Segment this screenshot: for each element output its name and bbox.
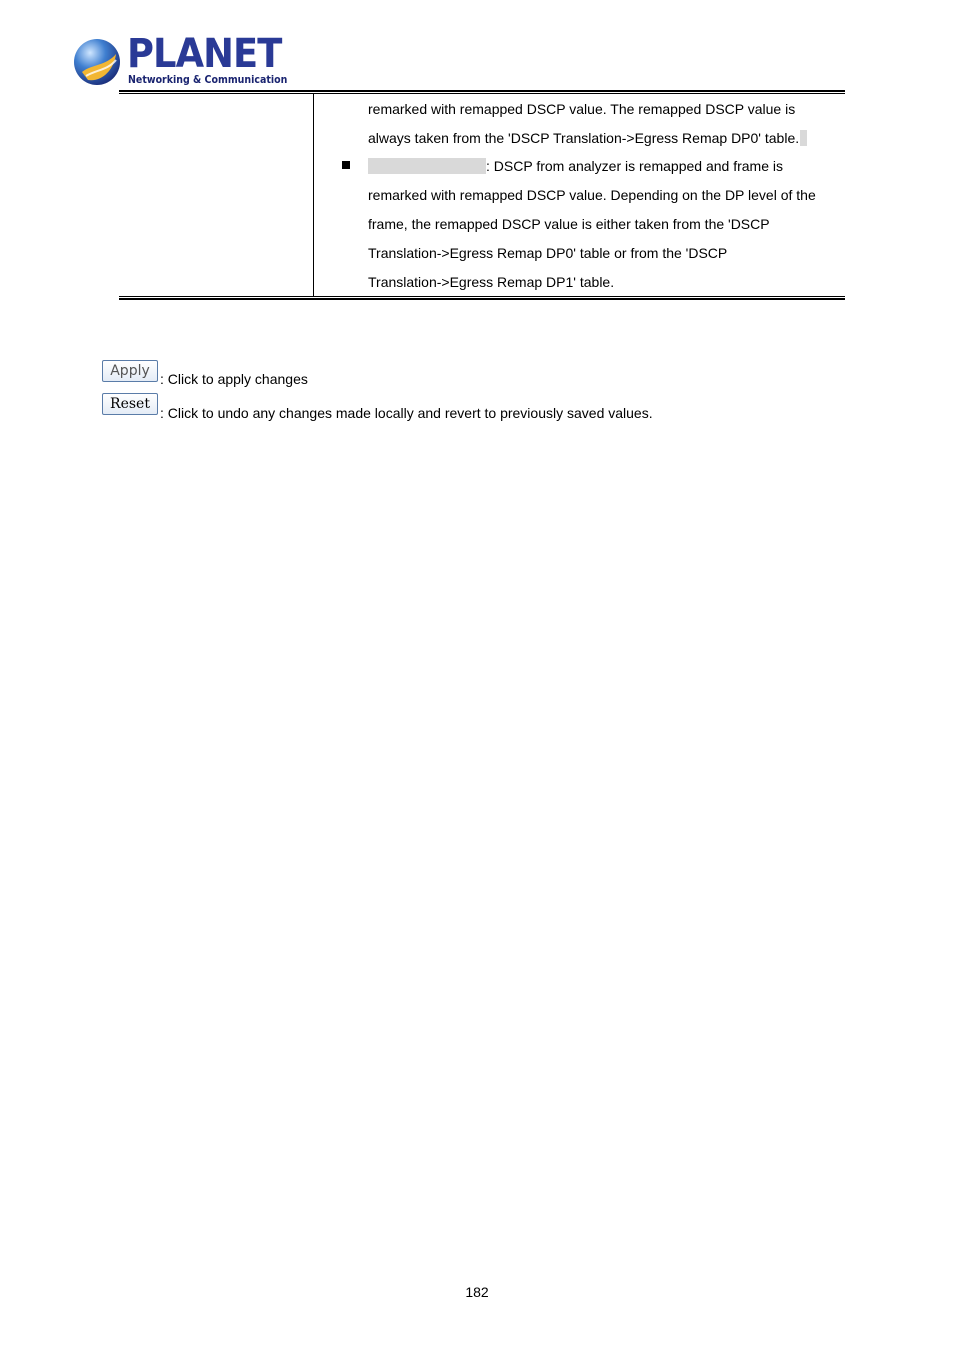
planet-logo [72,31,288,90]
table-text-line [368,130,807,146]
table-text-line: frame, the remapped DSCP value is either taken from the 'DSCP [368,216,770,232]
square-bullet-icon [342,161,350,169]
table-text-line: remarked with remapped DSCP value. The remapped DSCP value is [368,101,796,117]
apply-description: : Click to apply changes [160,371,308,387]
table-column-divider [313,94,314,297]
table-text: always taken from the 'DSCP Translation->Egress Remap DP0' table. [368,130,800,146]
table-text-line [368,158,783,174]
table-text: : DSCP from analyzer is remapped and frame is [486,158,783,174]
logo-wordmark: PLANET [127,31,282,77]
table-top-rule [119,90,845,94]
globe-icon [72,36,122,86]
reset-description: : Click to undo any changes made locally and revert to previously saved values. [160,405,653,421]
logo-tagline: Networking & Communication [128,74,288,86]
table-bottom-rule [119,296,845,300]
apply-button[interactable]: Apply [102,360,158,382]
table-text-line: remarked with remapped DSCP value. Depending on the DP level of the [368,187,816,203]
redacted-term-highlight [368,158,486,174]
table-text-line: Translation->Egress Remap DP0' table or from the 'DSCP [368,245,728,261]
highlight-mark [800,130,807,146]
table-text-line: Translation->Egress Remap DP1' table. [368,274,615,290]
page-number: 182 [465,1284,489,1300]
reset-button[interactable]: Reset [102,393,158,415]
